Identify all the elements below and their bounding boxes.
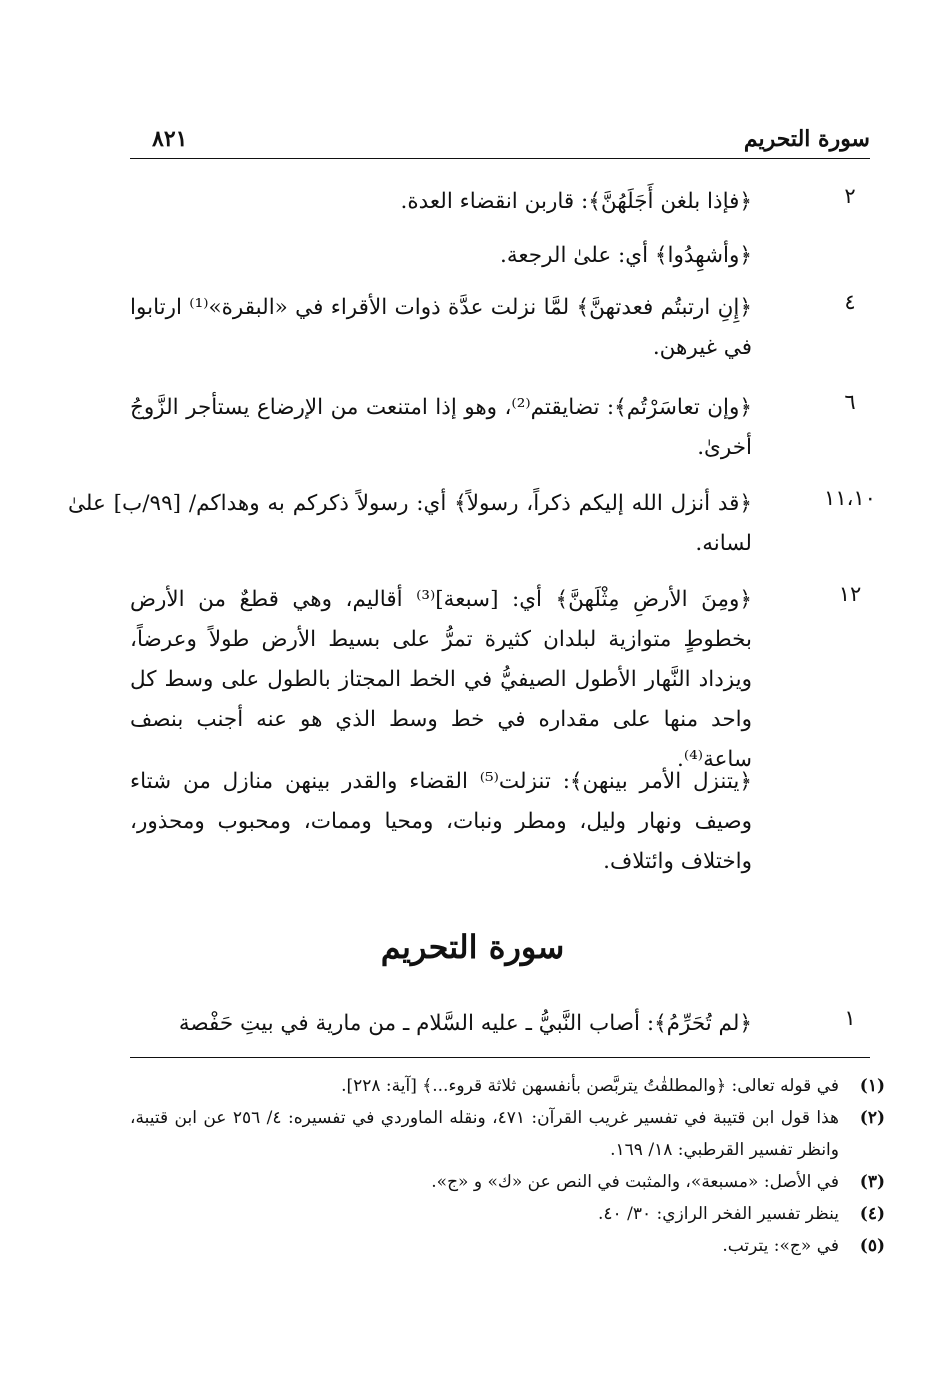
- verse-commentary: ﴿ومِنَ الأرضِ مِثْلَهنَّ﴾ أي: [سبعة]⁽³⁾ أقاليم، وهي قطعٌ من الأرض بخطوطٍ متوازية لبلدان كثيرة تمرُّ على بسيط الأرض طولاً وعرضاً، ويزداد النَّهار الأطول الصيفيُّ في الخط المجتاز بالطول على وسط كل واحد منها على مقداره في خط وسط الذي هو عنه أجنب بنصف ساعة⁽⁴⁾.: [130, 587, 752, 772]
- footnote-divider: [130, 1057, 870, 1058]
- running-header: [130, 122, 870, 159]
- page-number: ٨٢١: [152, 126, 188, 152]
- verse-number: ٤: [844, 290, 856, 314]
- footnote-number: (٥): [859, 1236, 885, 1256]
- verse-commentary: ﴿فإذا بلغن أَجَلَهُنَّ﴾: قاربن انقضاء العدة.: [400, 189, 752, 214]
- verse-commentary: ﴿وإن تعاسَرْتُم﴾: تضايقتم⁽²⁾، وهو إذا امتنعت من الإرضاع يستأجر الزَّوجُ أخرىٰ.: [130, 395, 752, 460]
- footnote: [130, 1198, 885, 1230]
- surah-heading: سورة التحريم: [380, 928, 565, 966]
- footnotes: [130, 1070, 885, 1262]
- footnote-number: (٣): [859, 1172, 885, 1192]
- footnote-text: ينظر تفسير الفخر الرازي: ٣٠/ ٤٠.: [598, 1204, 839, 1224]
- footnote-number: (١): [859, 1076, 885, 1096]
- header-surah-title: سورة التحريم: [743, 126, 870, 152]
- verse-commentary: ﴿وأشهِدُوا﴾ أي: علىٰ الرجعة.: [500, 243, 752, 268]
- footnote-text: هذا قول ابن قتيبة في تفسير غريب القرآن: ٤٧١، ونقله الماوردي في تفسيره: ٤/ ٢٥٦ عن ابن قتيبة، وانظر تفسير القرطبي: ١٨/ ١٦٩.: [130, 1108, 840, 1160]
- verse-number: ١: [844, 1006, 856, 1030]
- verse-commentary: ﴿قد أنزل الله إليكم ذكراً، رسولاً﴾ أي: رسولاً ذكركم به وهداكم/ [٩٩/ب] علىٰ لسانه.: [68, 491, 752, 556]
- verse-commentary: ﴿يتنزل الأمر بينهن﴾: تنزلت⁽⁵⁾ القضاء والقدر بينهن منازل من شتاء وصيف ونهار وليل، ومطر ونبات، ومحيا وممات، ومحبوب ومحذور، واختلاف وائتلاف.: [130, 769, 752, 874]
- verse-number: ٦: [844, 390, 856, 414]
- footnote-text: في «ج»: يترتب.: [722, 1236, 839, 1256]
- footnote: [130, 1166, 885, 1198]
- verse-number: ١٢: [838, 582, 862, 606]
- verse-number: ١١،١٠: [824, 486, 876, 510]
- footnote-number: (٢): [859, 1108, 885, 1128]
- footnote: [130, 1070, 885, 1102]
- footnote: [130, 1102, 885, 1166]
- footnote: [130, 1230, 885, 1262]
- verse-commentary: ﴿إِنِ ارتبتُم فعدتهنَّ﴾ لمَّا نزلت عدَّة ذوات الأقراء في «البقرة»⁽¹⁾ ارتابوا في غيرهن.: [130, 295, 752, 360]
- verse-commentary: ﴿لم تُحَرِّمُ﴾: أصاب النَّبيُّ ـ عليه السَّلام ـ من مارية في بيتِ حَفْصة: [178, 1011, 752, 1036]
- footnote-number: (٤): [859, 1204, 885, 1224]
- verse-number: ٢: [844, 184, 856, 208]
- footnote-text: في الأصل: «مسبعة»، والمثبت في النص عن «ك» و «ج».: [431, 1172, 839, 1192]
- footnote-text: في قوله تعالى: ﴿والمطلقٰتُ يتربَّصن بأنفسهن ثلاثة قروء...﴾ [آية: ٢٢٨].: [341, 1076, 839, 1096]
